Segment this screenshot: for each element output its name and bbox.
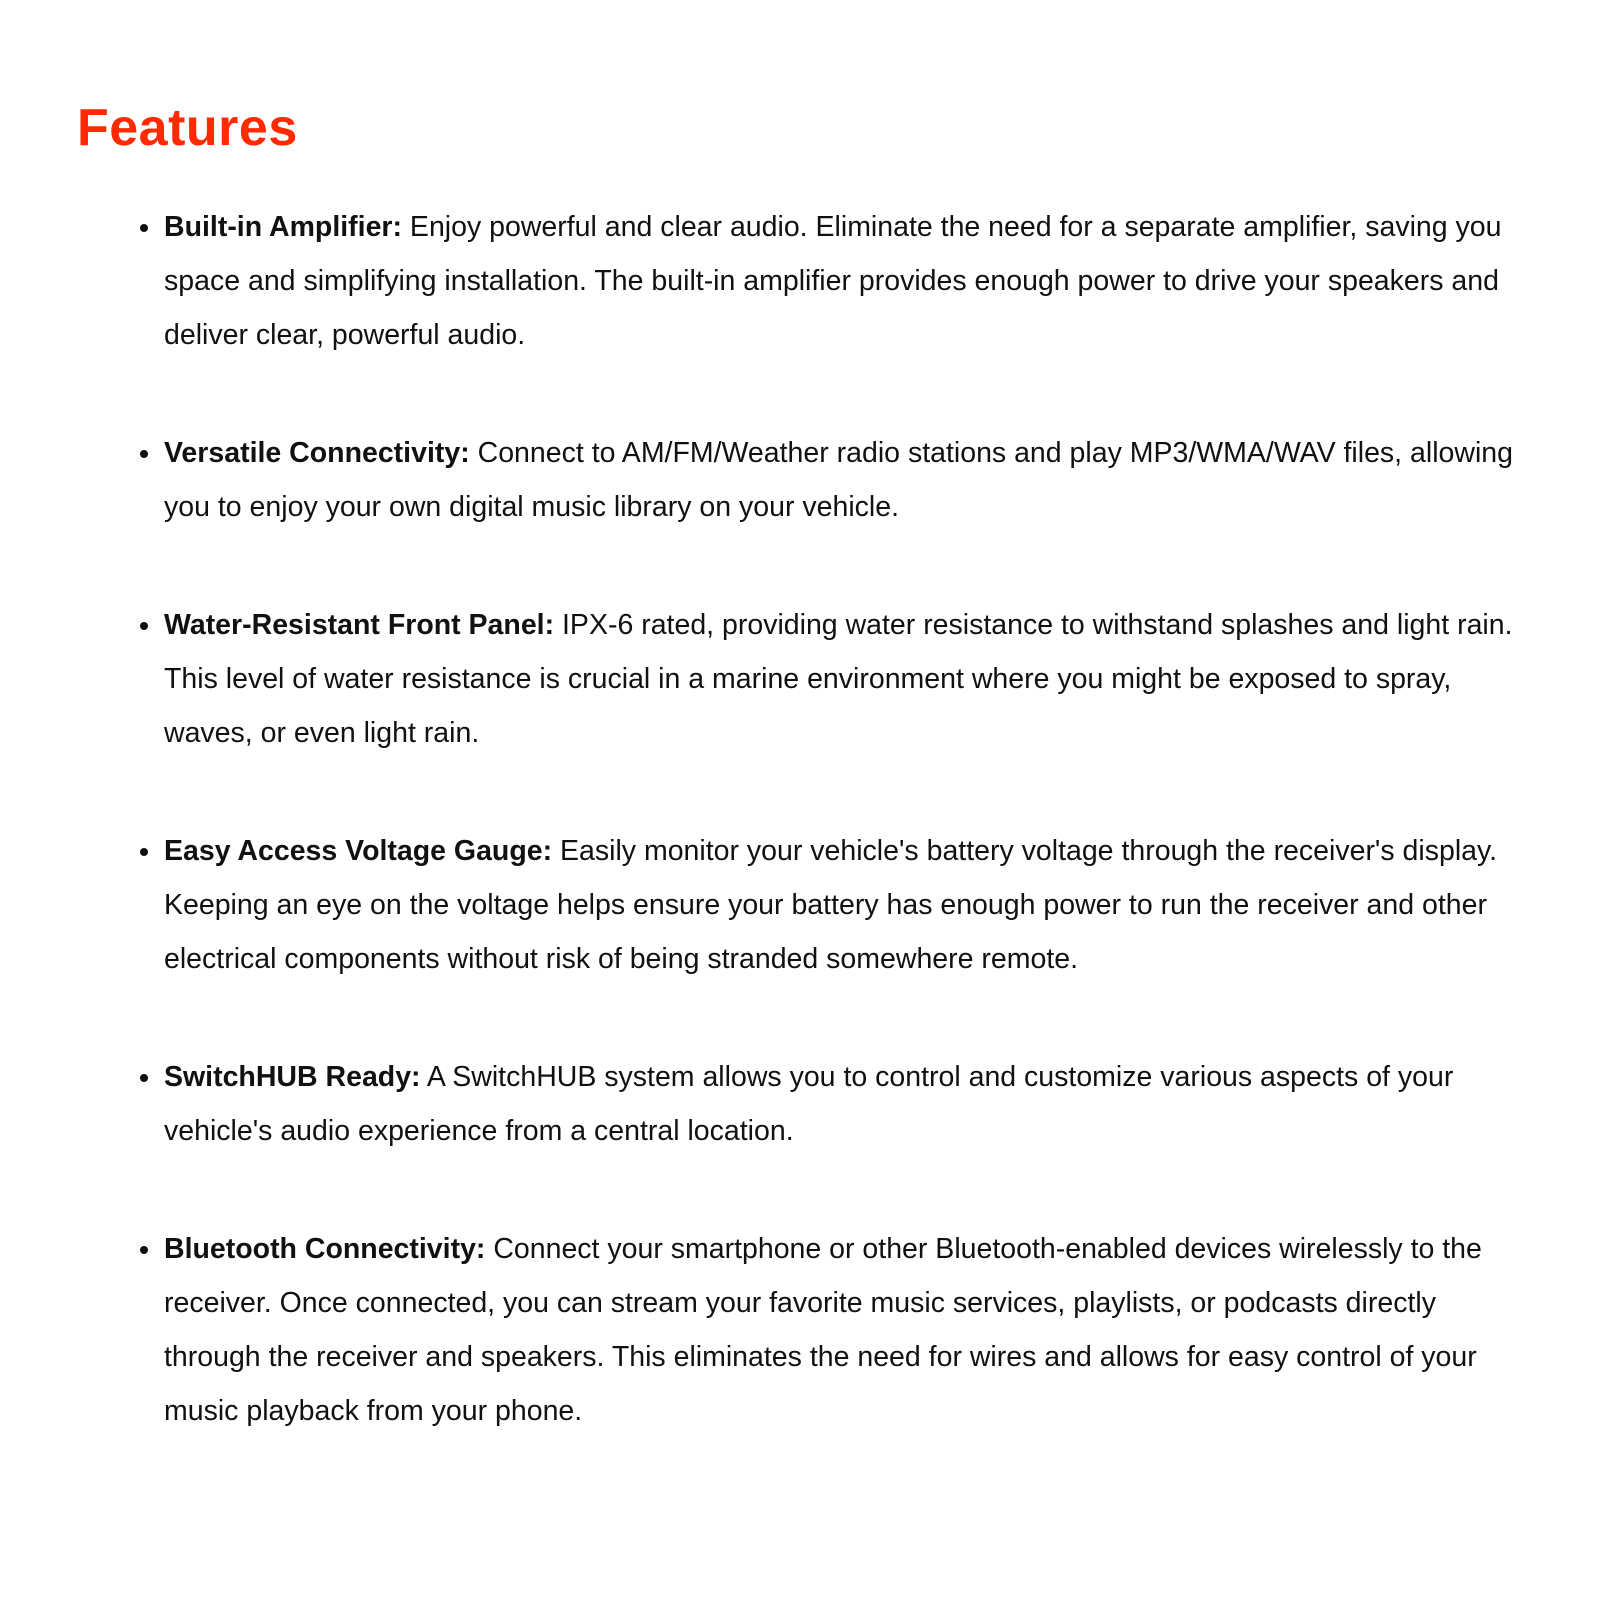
feature-item — [132, 1050, 1522, 1158]
feature-description: A SwitchHUB system allows you to control and customize various aspects of your vehicle's audio experience from a central location. — [164, 1061, 1454, 1147]
feature-item — [132, 426, 1522, 534]
feature-description: Connect your smartphone or other Bluetooth-enabled devices wirelessly to the receiver. Once connected, you can stream your favorite music services, playlists, or podcasts directly through the receiver and speakers. This eliminates the need for wires and allows for easy control of your music playback from your phone. — [164, 1233, 1482, 1427]
bullet-icon — [140, 622, 148, 630]
feature-label: Water-Resistant Front Panel: — [164, 609, 555, 641]
feature-description: Enjoy powerful and clear audio. Eliminate the need for a separate amplifier, saving you space and simplifying installation. The built-in amplifier provides enough power to drive your speakers and deliver clear, powerful audio. — [164, 211, 1502, 351]
bullet-icon — [140, 848, 148, 856]
page-title: Features — [77, 99, 298, 157]
feature-label: Bluetooth Connectivity: — [164, 1233, 486, 1265]
feature-item — [132, 824, 1522, 986]
feature-item — [132, 1222, 1522, 1438]
feature-label: SwitchHUB Ready: — [164, 1061, 421, 1093]
bullet-icon — [140, 1246, 148, 1254]
bullet-icon — [140, 450, 148, 458]
feature-item — [132, 598, 1522, 760]
feature-description: Connect to AM/FM/Weather radio stations and play MP3/WMA/WAV files, allowing you to enjoy your own digital music library on your vehicle. — [164, 437, 1514, 523]
bullet-icon — [140, 224, 148, 232]
bullet-icon — [140, 1074, 148, 1082]
features-list — [132, 200, 1522, 1502]
feature-label: Versatile Connectivity: — [164, 437, 470, 469]
feature-label: Easy Access Voltage Gauge: — [164, 835, 553, 867]
feature-description: Easily monitor your vehicle's battery voltage through the receiver's display. Keeping an eye on the voltage helps ensure your battery has enough power to run the receiver and other electrical components without risk of being stranded somewhere remote. — [164, 835, 1498, 975]
feature-item — [132, 200, 1522, 362]
feature-description: IPX-6 rated, providing water resistance to withstand splashes and light rain. This level of water resistance is crucial in a marine environment where you might be exposed to spray, waves, or even light rain. — [164, 609, 1513, 749]
feature-label: Built-in Amplifier: — [164, 211, 403, 243]
